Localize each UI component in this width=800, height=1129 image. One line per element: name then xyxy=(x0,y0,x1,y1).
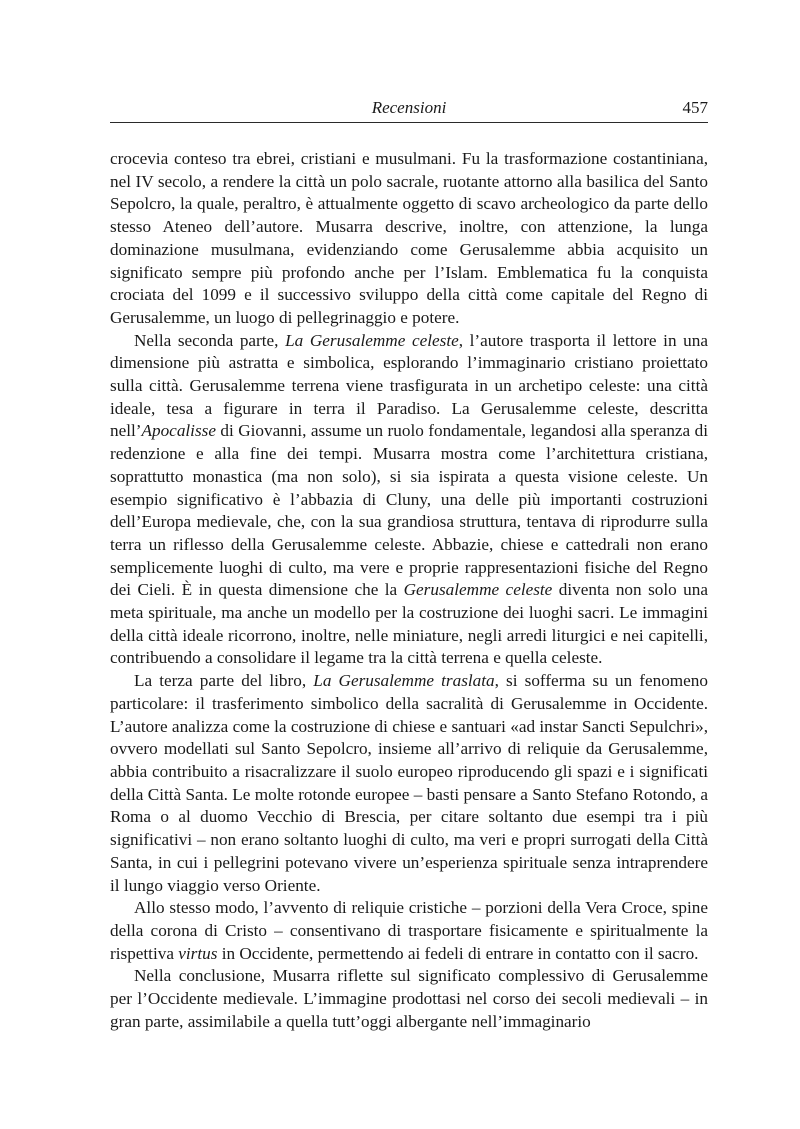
text-run: Allo stesso modo, l’avvento di reliquie cristiche – porzioni della Vera Croce, spine della corona di Cristo – consentivano di trasportare fisicamente e spiritualmente la rispettiva xyxy=(110,898,708,963)
italic-title: Apocalisse xyxy=(141,421,216,441)
text-run: Nella seconda parte, xyxy=(134,330,286,350)
text-run: La terza parte del libro, xyxy=(134,671,314,691)
text-run: diventa non solo una meta spirituale, ma anche un modello per la costruzione dei luoghi sacri. Le immagini della città ideale ricorrono, inoltre, nelle miniature, negli arredi liturgici e nei capitelli, contribuendo a consolidare il legame tra la città terrena e quella celeste. xyxy=(110,580,708,668)
text-run: crocevia conteso tra ebrei, cristiani e musulmani. Fu la trasformazione costantiniana, nel IV secolo, a rendere la città un polo sacrale, ruotante attorno alla basilica del Santo Sepolcro, la quale, peraltro, è attualmente oggetto di scavo archeologico da parte dello stesso Ateneo dell’autore. Musarra descrive, inoltre, con attenzione, la lunga dominazione musulmana, evidenziando come Gerusalemme abbia acquisito un significato sempre più profondo anche per l’Islam. Emblematica fu la conquista crociata del 1099 e il successivo sviluppo della città come capitale del Regno di Gerusalemme, un luogo di pellegrinaggio e potere. xyxy=(110,149,708,327)
text-run: , l’autore trasporta il lettore in una dimensione più astratta e simbolica, esplorando l’immaginario cristiano proiettato sulla città. Gerusalemme terrena viene trasfigurata in un archetipo celeste: una città ideale, tesa a figurare in terra il Paradiso. La Gerusalemme celeste, descritta nell’ xyxy=(110,330,708,441)
italic-title: La Gerusalemme celeste xyxy=(285,330,459,350)
running-header xyxy=(110,98,708,123)
italic-title: La Gerusalemme traslata xyxy=(313,671,495,691)
paragraph xyxy=(110,330,708,671)
body-text xyxy=(110,148,708,1033)
paragraph xyxy=(110,965,708,1033)
italic-title: Gerusalemme celeste xyxy=(403,580,553,600)
text-run: in Occidente, permettendo ai fedeli di entrare in contatto con il sacro. xyxy=(217,943,699,963)
text-run: Nella conclusione, Musarra riflette sul significato complessivo di Gerusalemme per l’Occidente medievale. L’immagine prodottasi nel corso dei secoli medievali – in gran parte, assimilabile a quella tutt’oggi albergante nell’immaginario xyxy=(110,966,708,1031)
page-number: 457 xyxy=(682,98,708,117)
text-run: di Giovanni, assume un ruolo fondamentale, legandosi alla speranza di redenzione e alla fine dei tempi. Musarra mostra come l’architettura cristiana, soprattutto monastica (ma non solo), si sia ispirata a questa visione celeste. Un esempio significativo è l’abbazia di Cluny, una delle più importanti costruzioni dell’Europa medievale, che, con la sua grandiosa struttura, tentava di riprodurre sulla terra un riflesso della Gerusalemme celeste. Abbazie, chiese e cattedrali non erano semplicemente luoghi di culto, ma vere e proprie rappresentazioni fisiche del Regno dei Cieli. È in questa dimensione che la xyxy=(110,421,708,600)
italic-title: virtus xyxy=(178,943,218,963)
paragraph xyxy=(110,897,708,965)
running-title: Recensioni xyxy=(371,98,447,117)
paragraph xyxy=(110,670,708,897)
text-run: , si sofferma su un fenomeno particolare: il trasferimento simbolico della sacralità di Gerusalemme in Occidente. L’autore analizza come la costruzione di chiese e santuari «ad instar Sancti Sepulchri», ovvero modellati sul Santo Sepolcro, insieme all’arrivo di reliquie da Gerusalemme, abbia contribuito a risacralizzare il suolo europeo riproducendo gli spazi e i significati della Città Santa. Le molte rotonde europee – basti pensare a Santo Stefano Rotondo, a Roma o al duomo Vecchio di Brescia, per citare soltanto due esempi tra i più significativi – non erano soltanto luoghi di culto, ma veri e propri surrogati della Città Santa, in cui i pellegrini potevano vivere un’esperienza spirituale senza intraprendere il lungo viaggio verso Oriente. xyxy=(110,671,708,895)
paragraph xyxy=(110,148,708,330)
